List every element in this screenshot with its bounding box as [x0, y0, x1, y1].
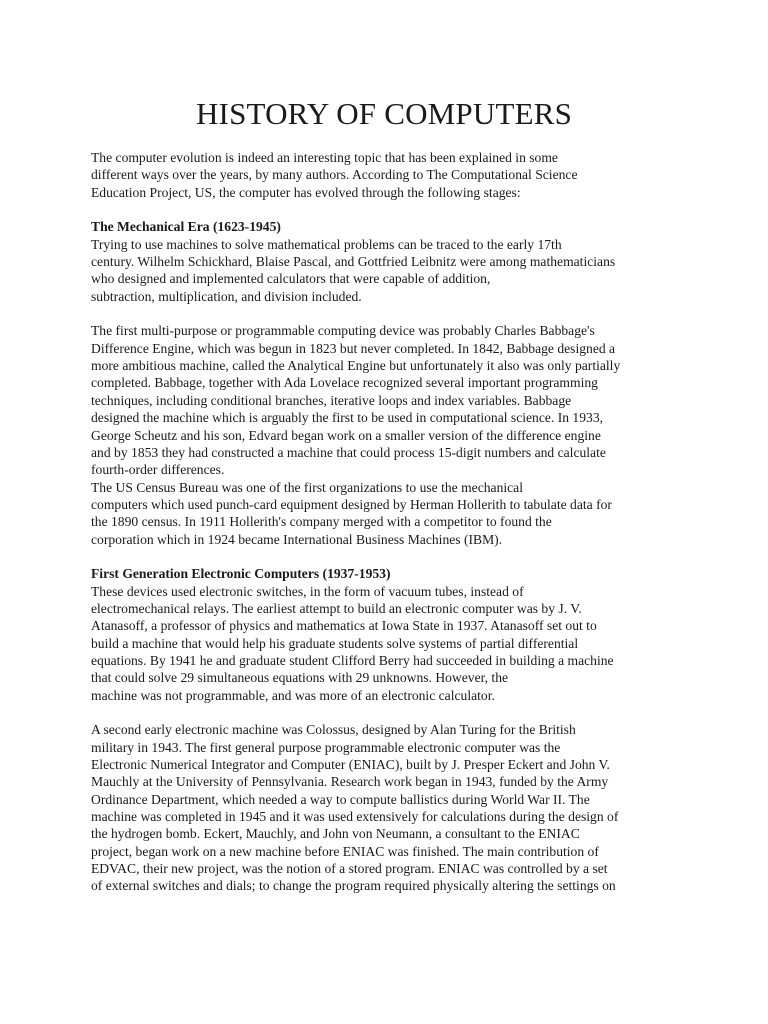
- text-line: military in 1943. The first general purpose programmable electronic computer was the: [91, 739, 561, 755]
- text-line: Difference Engine, which was begun in 1823 but never completed. In 1842, Babbage designed a: [91, 340, 616, 356]
- mechanical-era-paragraph-2: [91, 322, 691, 478]
- text-line: designed the machine which is arguably the first to be used in computational science. In 1933,: [91, 410, 604, 426]
- text-line: corporation which in 1924 became International Business Machines (IBM).: [91, 531, 503, 547]
- text-line: Atanasoff, a professor of physics and mathematics at Iowa State in 1937. Atanasoff set out to: [91, 618, 597, 634]
- text-line: EDVAC, their new project, was the notion of a stored program. ENIAC was controlled by a set: [91, 861, 608, 877]
- text-line: that could solve 29 simultaneous equations with 29 unknowns. However, the: [91, 670, 509, 686]
- text-line: A second early electronic machine was Colossus, designed by Alan Turing for the British: [91, 722, 576, 738]
- text-line: equations. By 1941 he and graduate student Clifford Berry had succeeded in building a machine: [91, 652, 614, 668]
- text-line: different ways over the years, by many authors. According to The Computational Science: [91, 167, 578, 183]
- first-generation-paragraph-2: [91, 721, 691, 894]
- text-line: of external switches and dials; to change the program required physically altering the settings on: [91, 878, 616, 894]
- text-line: subtraction, multiplication, and division included.: [91, 288, 362, 304]
- text-line: the hydrogen bomb. Eckert, Mauchly, and John von Neumann, a consultant to the ENIAC: [91, 826, 580, 842]
- text-line: Mauchly at the University of Pennsylvania. Research work began in 1943, funded by the Army: [91, 774, 609, 790]
- text-line: who designed and implemented calculators that were capable of addition,: [91, 271, 491, 287]
- text-line: Education Project, US, the computer has evolved through the following stages:: [91, 184, 521, 200]
- text-line: Ordinance Department, which needed a way to compute ballistics during World War II. The: [91, 791, 590, 807]
- document-body: [91, 149, 691, 895]
- page-title: HISTORY OF COMPUTERS: [195, 96, 573, 131]
- mechanical-era-paragraph-1: [91, 236, 691, 305]
- text-line: These devices used electronic switches, in the form of vacuum tubes, instead of: [91, 583, 524, 599]
- first-generation-paragraph-1: [91, 583, 691, 704]
- section-heading-mechanical-era: The Mechanical Era (1623-1945): [91, 219, 281, 235]
- text-line: build a machine that would help his graduate students solve systems of partial differential: [91, 635, 579, 651]
- text-line: machine was not programmable, and was more of an electronic calculator.: [91, 687, 495, 703]
- text-line: The computer evolution is indeed an interesting topic that has been explained in some: [91, 150, 558, 165]
- text-line: Electronic Numerical Integrator and Computer (ENIAC), built by J. Presper Eckert and John V.: [91, 757, 610, 773]
- text-line: and by 1853 they had constructed a machine that could process 15-digit numbers and calculate: [91, 444, 606, 460]
- text-line: George Scheutz and his son, Edvard began work on a smaller version of the difference engine: [91, 427, 601, 443]
- mechanical-era-paragraph-3: [91, 479, 691, 548]
- text-line: completed. Babbage, together with Ada Lovelace recognized several important programming: [91, 375, 598, 391]
- text-line: more ambitious machine, called the Analytical Engine but unfortunately it also was only partially: [91, 358, 621, 374]
- text-line: electromechanical relays. The earliest attempt to build an electronic computer was by J. V.: [91, 600, 582, 616]
- text-line: The first multi-purpose or programmable computing device was probably Charles Babbage's: [91, 323, 595, 339]
- text-line: techniques, including conditional branches, iterative loops and index variables. Babbage: [91, 392, 572, 408]
- text-line: The US Census Bureau was one of the first organizations to use the mechanical: [91, 479, 523, 495]
- text-line: Trying to use machines to solve mathematical problems can be traced to the early 17th: [91, 236, 562, 252]
- section-heading-first-generation: First Generation Electronic Computers (1937-1953): [91, 566, 391, 582]
- text-line: the 1890 census. In 1911 Hollerith's company merged with a competitor to found the: [91, 514, 552, 530]
- text-line: project, began work on a new machine before ENIAC was finished. The main contribution of: [91, 843, 599, 859]
- text-line: fourth-order differences.: [91, 462, 225, 478]
- text-line: century. Wilhelm Schickhard, Blaise Pascal, and Gottfried Leibnitz were among mathematicians: [91, 254, 616, 270]
- text-line: computers which used punch-card equipment designed by Herman Hollerith to tabulate data for: [91, 496, 612, 512]
- intro-paragraph: [91, 149, 691, 201]
- text-line: machine was completed in 1945 and it was used extensively for calculations during the design of: [91, 809, 619, 825]
